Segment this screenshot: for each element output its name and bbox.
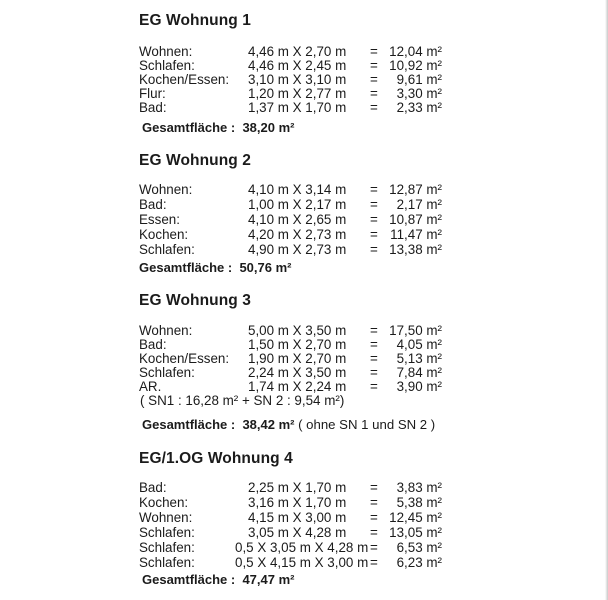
equals-sign: = <box>370 525 378 540</box>
section-title: EG Wohnung 2 <box>139 152 251 169</box>
total-label: Gesamtfläche : <box>142 572 236 587</box>
room-name: Wohnen: <box>139 44 193 59</box>
dimension-formula: 3,10 m X 3,10 m <box>248 72 347 87</box>
total-label: Gesamtfläche : <box>139 260 233 275</box>
room-name: Bad: <box>139 480 167 495</box>
area-row <box>0 555 608 570</box>
total-note: ( ohne SN 1 und SN 2 ) <box>298 417 436 432</box>
area-row <box>0 44 608 59</box>
room-name: Wohnen: <box>139 182 193 197</box>
room-name: Bad: <box>139 197 167 212</box>
equals-sign: = <box>370 242 378 257</box>
dimension-formula: 4,10 m X 3,14 m <box>248 182 347 197</box>
equals-sign: = <box>370 100 378 115</box>
dimension-formula: 1,00 m X 2,17 m <box>248 197 347 212</box>
dimension-formula: 4,15 m X 3,00 m <box>248 510 347 525</box>
area-row <box>0 197 608 212</box>
equals-sign: = <box>370 323 378 338</box>
room-area: 10,92 m² <box>389 58 442 73</box>
dimension-formula: 2,24 m X 3,50 m <box>248 365 347 380</box>
room-area: 6,23 m² <box>396 555 442 570</box>
area-row <box>0 510 608 525</box>
equals-sign: = <box>370 480 378 495</box>
equals-sign: = <box>370 510 378 525</box>
room-area: 5,38 m² <box>396 495 442 510</box>
equals-sign: = <box>370 227 378 242</box>
area-row <box>0 365 608 380</box>
equals-sign: = <box>370 86 378 101</box>
total-area <box>142 572 294 587</box>
dimension-formula: 4,90 m X 2,73 m <box>248 242 347 257</box>
area-row <box>0 351 608 366</box>
area-row <box>0 86 608 101</box>
equals-sign: = <box>370 212 378 227</box>
room-name: Schlafen: <box>139 58 195 73</box>
total-value: 50,76 m² <box>239 260 292 275</box>
equals-sign: = <box>370 58 378 73</box>
room-area: 2,17 m² <box>396 197 442 212</box>
total-label: Gesamtfläche : <box>142 417 236 432</box>
room-area: 3,30 m² <box>396 86 442 101</box>
dimension-formula: 1,37 m X 1,70 m <box>248 100 347 115</box>
room-area: 7,84 m² <box>396 365 442 380</box>
equals-sign: = <box>370 540 378 555</box>
area-row <box>0 323 608 338</box>
total-area <box>139 260 291 275</box>
total-value: 38,20 m² <box>242 120 295 135</box>
area-row <box>0 212 608 227</box>
room-name: Schlafen: <box>139 242 195 257</box>
dimension-formula: 1,74 m X 2,24 m <box>248 379 347 394</box>
dimension-formula: 0,5 X 4,15 m X 3,00 m <box>235 555 369 570</box>
room-name: Kochen: <box>139 495 189 510</box>
area-row <box>0 72 608 87</box>
room-area: 11,47 m² <box>390 227 442 242</box>
area-row <box>0 540 608 555</box>
area-row <box>0 480 608 495</box>
room-area: 10,87 m² <box>389 212 442 227</box>
room-name: AR. <box>139 379 162 394</box>
dimension-formula: 4,10 m X 2,65 m <box>248 212 347 227</box>
dimension-formula: 3,05 m X 4,28 m <box>248 525 347 540</box>
area-row <box>0 182 608 197</box>
room-area: 4,05 m² <box>396 337 442 352</box>
area-row <box>0 242 608 257</box>
room-name: Bad: <box>139 100 167 115</box>
equals-sign: = <box>370 495 378 510</box>
area-row <box>0 337 608 352</box>
equals-sign: = <box>370 182 378 197</box>
room-name: Kochen/Essen: <box>139 72 230 87</box>
room-area: 5,13 m² <box>396 351 442 366</box>
equals-sign: = <box>370 365 378 380</box>
area-row <box>0 379 608 394</box>
total-area <box>142 417 435 432</box>
area-row <box>0 525 608 540</box>
dimension-formula: 0,5 X 3,05 m X 4,28 m <box>235 540 369 555</box>
equals-sign: = <box>370 72 378 87</box>
room-area: 3,90 m² <box>396 379 442 394</box>
room-name: Schlafen: <box>139 525 195 540</box>
area-row <box>0 495 608 510</box>
room-name: Kochen: <box>139 227 189 242</box>
area-row <box>0 227 608 242</box>
equals-sign: = <box>370 555 378 570</box>
room-area: 17,50 m² <box>389 323 442 338</box>
room-name: Kochen/Essen: <box>139 351 230 366</box>
total-value: 38,42 m² <box>242 417 295 432</box>
equals-sign: = <box>370 351 378 366</box>
section-title: EG Wohnung 1 <box>139 12 251 29</box>
dimension-formula: 1,50 m X 2,70 m <box>248 337 347 352</box>
total-area <box>142 120 294 135</box>
equals-sign: = <box>370 379 378 394</box>
room-area: 12,45 m² <box>389 510 442 525</box>
dimension-formula: 5,00 m X 3,50 m <box>248 323 347 338</box>
room-area: 13,38 m² <box>389 242 442 257</box>
room-name: Wohnen: <box>139 323 193 338</box>
room-name: Schlafen: <box>139 540 195 555</box>
dimension-formula: 3,16 m X 1,70 m <box>248 495 347 510</box>
dimension-formula: 4,46 m X 2,45 m <box>248 58 347 73</box>
room-area: 3,83 m² <box>396 480 442 495</box>
room-area: 12,04 m² <box>389 44 442 59</box>
room-area: 12,87 m² <box>389 182 442 197</box>
side-room-note: ( SN1 : 16,28 m² + SN 2 : 9,54 m²) <box>140 393 345 408</box>
equals-sign: = <box>370 44 378 59</box>
room-area: 9,61 m² <box>396 72 442 87</box>
dimension-formula: 1,90 m X 2,70 m <box>248 351 347 366</box>
room-name: Schlafen: <box>139 555 195 570</box>
room-area: 13,05 m² <box>389 525 442 540</box>
dimension-formula: 4,20 m X 2,73 m <box>248 227 347 242</box>
dimension-formula: 4,46 m X 2,70 m <box>248 44 347 59</box>
room-name: Wohnen: <box>139 510 193 525</box>
room-name: Essen: <box>139 212 180 227</box>
equals-sign: = <box>370 197 378 212</box>
room-name: Bad: <box>139 337 167 352</box>
room-name: Flur: <box>139 86 166 101</box>
section-title: EG Wohnung 3 <box>139 292 251 309</box>
area-row <box>0 100 608 115</box>
room-name: Schlafen: <box>139 365 195 380</box>
dimension-formula: 1,20 m X 2,77 m <box>248 86 347 101</box>
equals-sign: = <box>370 337 378 352</box>
total-label: Gesamtfläche : <box>142 120 236 135</box>
section-title: EG/1.OG Wohnung 4 <box>139 450 293 467</box>
room-area: 2,33 m² <box>396 100 442 115</box>
room-area: 6,53 m² <box>396 540 442 555</box>
total-value: 47,47 m² <box>242 572 295 587</box>
dimension-formula: 2,25 m X 1,70 m <box>248 480 347 495</box>
area-row <box>0 58 608 73</box>
